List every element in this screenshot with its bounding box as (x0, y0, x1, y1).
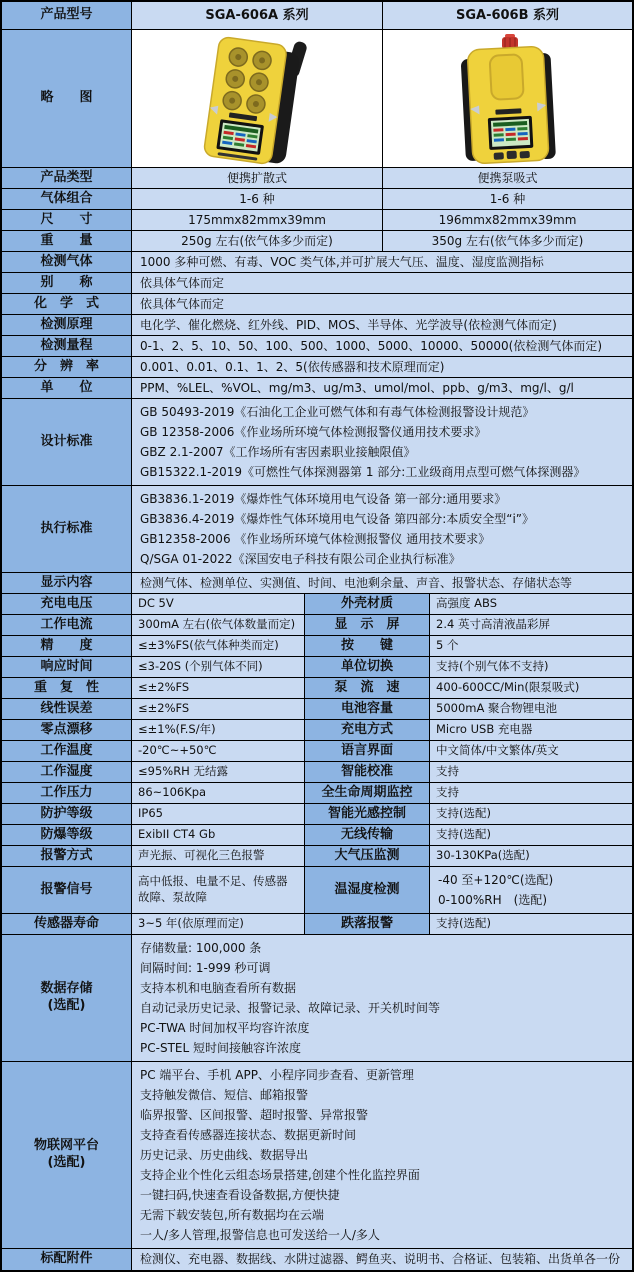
label: 别 称 (2, 273, 132, 293)
label-1: 工作温度 (2, 741, 132, 761)
value-1: 3~5 年(依原理而定) (132, 914, 305, 934)
label-2: 显 示 屏 (305, 615, 430, 635)
value: 0-1、2、5、10、50、100、500、1000、5000、10000、50000(依检测气体而定) (132, 336, 632, 356)
label: 执行标准 (2, 486, 132, 572)
value-1: -20℃~+50℃ (132, 741, 305, 761)
label (2, 1062, 132, 1248)
standard-line: GB12358-2006 《作业场所环境气体检测报警仪 通用技术要求》 (140, 532, 491, 546)
feature-line: 历史记录、历史曲线、数据导出 (140, 1148, 309, 1162)
value-b: 350g 左右(依气体多少而定) (383, 231, 632, 251)
label-1: 报警方式 (2, 846, 132, 866)
value-1: DC 5V (132, 594, 305, 614)
label-2: 单位切换 (305, 657, 430, 677)
label-2: 智能校准 (305, 762, 430, 782)
row-alarm-mode-barometric (2, 846, 632, 867)
row-repeatability-pump-flow (2, 678, 632, 699)
label-2: 电池容量 (305, 699, 430, 719)
value-1: 86~106Kpa (132, 783, 305, 803)
model-a: SGA-606A 系列 (132, 2, 383, 29)
label-2: 全生命周期监控 (305, 783, 430, 803)
feature-line: PC 端平台、手机 APP、小程序同步查看、更新管理 (140, 1068, 414, 1082)
feature-line: PC-TWA 时间加权平均容许浓度 (140, 1021, 310, 1035)
row-dimensions (2, 210, 632, 231)
row-charging-voltage-housing (2, 594, 632, 615)
row-design-standards (2, 399, 632, 486)
feature-line: 存储数量: 100,000 条 (140, 941, 262, 955)
label-2: 大气压监测 (305, 846, 430, 866)
label-2: 语言界面 (305, 741, 430, 761)
row-pressure-lifecycle (2, 783, 632, 804)
label: 检测量程 (2, 336, 132, 356)
label (2, 935, 132, 1061)
row-gas-combination (2, 189, 632, 210)
label: 检测原理 (2, 315, 132, 335)
label: 重 量 (2, 231, 132, 251)
value-a: 1-6 种 (132, 189, 383, 209)
row-protection-light-sensing (2, 804, 632, 825)
feature-line: 支持触发微信、短信、邮箱报警 (140, 1088, 309, 1102)
value-b: 1-6 种 (383, 189, 632, 209)
label-1: 充电电压 (2, 594, 132, 614)
label: 单 位 (2, 378, 132, 398)
row-standard-accessories (2, 1249, 632, 1270)
label-1: 防爆等级 (2, 825, 132, 845)
value: 依具体气体而定 (132, 294, 632, 314)
value-a: 175mmx82mmx39mm (132, 210, 383, 230)
label-1: 线性误差 (2, 699, 132, 719)
value-2: 支持 (430, 783, 632, 803)
label-2: 充电方式 (305, 720, 430, 740)
standard-line: GB3836.4-2019《爆炸性气体环境用电气设备 第四部分:本质安全型“i”》 (140, 512, 535, 526)
feature-line: 支持本机和电脑查看所有数据 (140, 981, 297, 995)
value-1: 高中低报、电量不足、传感器故障、泵故障 (132, 867, 305, 913)
label: 显示内容 (2, 573, 132, 593)
standard-line: GB 12358-2006《作业场所环境气体检测报警仪通用技术要求》 (140, 425, 487, 439)
row-data-storage (2, 935, 632, 1062)
label-1: 重 复 性 (2, 678, 132, 698)
label-text: 物联网平台 (33, 1138, 99, 1154)
value-1: 300mA 左右(依气体数量而定) (132, 615, 305, 635)
feature-line: 支持查看传感器连接状态、数据更新时间 (140, 1128, 357, 1142)
feature-line: PC-STEL 短时间接触容许浓度 (140, 1041, 301, 1055)
value-2: 5 个 (430, 636, 632, 656)
label: 产品类型 (2, 168, 132, 188)
label-1: 精 度 (2, 636, 132, 656)
row-product-type (2, 168, 632, 189)
value-2: 高强度 ABS (430, 594, 632, 614)
label: 化 学 式 (2, 294, 132, 314)
label-2: 温湿度检测 (305, 867, 430, 913)
value-2 (430, 867, 632, 913)
row-chemical-formula (2, 294, 632, 315)
pump-chamber (489, 54, 523, 100)
label-sub: (选配) (47, 1155, 86, 1170)
value-2: 支持(选配) (430, 914, 632, 934)
label: 尺 寸 (2, 210, 132, 230)
standard-line: GB 50493-2019《石油化工企业可燃气体和有毒气体检测报警设计规范》 (140, 405, 535, 419)
gas-detector-diffusion-illustration (139, 33, 375, 165)
value: 检测气体、检测单位、实测值、时间、电池剩余量、声音、报警状态、存储状态等 (132, 573, 632, 593)
label-1: 工作压力 (2, 783, 132, 803)
value (132, 935, 632, 1061)
row-sensor-lifespan-drop-alarm (2, 914, 632, 935)
label-2: 智能光感控制 (305, 804, 430, 824)
value-1: ≤3-20S (个别气体不同) (132, 657, 305, 677)
value-2: 30-130KPa(选配) (430, 846, 632, 866)
value: PPM、%LEL、%VOL、mg/m3、ug/m3、umol/mol、ppb、g/m3、mg/l、g/l (132, 378, 632, 398)
row-iot-platform (2, 1062, 632, 1249)
value (132, 1062, 632, 1248)
value-1: ≤±2%FS (132, 678, 305, 698)
label-2: 无线传输 (305, 825, 430, 845)
value-2: 支持 (430, 762, 632, 782)
value-a: 便携扩散式 (132, 168, 383, 188)
row-humidity-calibration (2, 762, 632, 783)
label: 略 图 (2, 30, 132, 167)
feature-line: 无需下载安装包,所有数据均在云端 (140, 1208, 324, 1222)
label-1: 工作电流 (2, 615, 132, 635)
label-sub: (选配) (47, 998, 86, 1013)
row-detection-principle (2, 315, 632, 336)
feature-line: 临界报警、区间报警、超时报警、异常报警 (140, 1108, 369, 1122)
value-a: 250g 左右(依气体多少而定) (132, 231, 383, 251)
label: 产品型号 (2, 2, 132, 29)
value-1: ExibII CT4 Gb (132, 825, 305, 845)
label-1: 报警信号 (2, 867, 132, 913)
product-image-sga606b (383, 30, 632, 167)
row-linearity-battery (2, 699, 632, 720)
value-2: 支持(选配) (430, 825, 632, 845)
gas-detector-pump-illustration (408, 33, 608, 165)
value (132, 486, 632, 572)
value-line: 0-100%RH (选配) (438, 893, 547, 907)
value-2: 支持(选配) (430, 804, 632, 824)
value-b: 便携泵吸式 (383, 168, 632, 188)
row-detected-gases (2, 252, 632, 273)
value: 电化学、催化燃烧、红外线、PID、MOS、半导体、光学波导(依检测气体而定) (132, 315, 632, 335)
label: 设计标准 (2, 399, 132, 485)
pump-inlet-cap-icon (502, 34, 518, 49)
standard-line: GB15322.1-2019《可燃性气体探测器第 1 部分:工业级商用点型可燃气体探测器》 (140, 465, 586, 479)
row-explosion-proof-wireless (2, 825, 632, 846)
value-1: ≤95%RH 无结露 (132, 762, 305, 782)
feature-line: 自动记录历史记录、报警记录、故障记录、开关机时间等 (140, 1001, 441, 1015)
value-1: 声光振、可视化三色报警 (132, 846, 305, 866)
standard-line: GBZ 2.1-2007《工作场所有害因素职业接触限值》 (140, 445, 416, 459)
value-1: ≤±2%FS (132, 699, 305, 719)
product-image-sga606a (132, 30, 383, 167)
value-1: ≤±1%(F.S/年) (132, 720, 305, 740)
value (132, 399, 632, 485)
label: 气体组合 (2, 189, 132, 209)
label-1: 防护等级 (2, 804, 132, 824)
standard-line: GB3836.1-2019《爆炸性气体环境用电气设备 第一部分:通用要求》 (140, 492, 507, 506)
row-zero-drift-charging (2, 720, 632, 741)
value-1: ≤±3%FS(依气体种类而定) (132, 636, 305, 656)
row-units (2, 378, 632, 399)
label-text: 数据存储 (40, 981, 93, 997)
row-detection-range (2, 336, 632, 357)
label: 分 辨 率 (2, 357, 132, 377)
feature-line: 间隔时间: 1-999 秒可调 (140, 961, 271, 975)
value-line: -40 至+120℃(选配) (438, 873, 554, 887)
value-1: IP65 (132, 804, 305, 824)
row-alias (2, 273, 632, 294)
value-2: 5000mA 聚合物锂电池 (430, 699, 632, 719)
value-2: 2.4 英寸高清液晶彩屏 (430, 615, 632, 635)
value-2: 中文简体/中文繁体/英文 (430, 741, 632, 761)
label-2: 跌落报警 (305, 914, 430, 934)
row-temperature-language (2, 741, 632, 762)
model-b: SGA-606B 系列 (383, 2, 632, 29)
value: 1000 多种可燃、有毒、VOC 类气体,并可扩展大气压、温度、湿度监测指标 (132, 252, 632, 272)
value-2: 支持(个别气体不支持) (430, 657, 632, 677)
feature-line: 一键扫码,快速查看设备数据,方便快捷 (140, 1188, 340, 1202)
value-2: Micro USB 充电器 (430, 720, 632, 740)
row-sketch (2, 30, 632, 168)
label-2: 外壳材质 (305, 594, 430, 614)
value: 依具体气体而定 (132, 273, 632, 293)
label: 检测气体 (2, 252, 132, 272)
label-2: 泵 流 速 (305, 678, 430, 698)
value: 检测仪、充电器、数据线、水阱过滤器、鳄鱼夹、说明书、合格证、包装箱、出货单各一份 (132, 1249, 632, 1270)
row-display-content (2, 573, 632, 594)
standard-line: Q/SGA 01-2022《深国安电子科技有限公司企业执行标准》 (140, 552, 461, 566)
feature-line: 一人/多人管理,报警信息也可发送给一人/多人 (140, 1228, 380, 1242)
row-alarm-signals-temp-humidity (2, 867, 632, 914)
row-execution-standards (2, 486, 632, 573)
row-product-model (2, 2, 632, 30)
label-1: 零点漂移 (2, 720, 132, 740)
value: 0.001、0.01、0.1、1、2、5(依传感器和技术原理而定) (132, 357, 632, 377)
label-1: 传感器寿命 (2, 914, 132, 934)
row-resolution (2, 357, 632, 378)
value-2: 400-600CC/Min(限泵吸式) (430, 678, 632, 698)
row-weight (2, 231, 632, 252)
label-1: 工作湿度 (2, 762, 132, 782)
row-response-time-unit-switching (2, 657, 632, 678)
label-1: 响应时间 (2, 657, 132, 677)
feature-line: 支持企业个性化云组态场景搭建,创建个性化监控界面 (140, 1168, 420, 1182)
row-working-current-display (2, 615, 632, 636)
value-b: 196mmx82mmx39mm (383, 210, 632, 230)
label: 标配附件 (2, 1249, 132, 1270)
row-accuracy-buttons (2, 636, 632, 657)
label-2: 按 键 (305, 636, 430, 656)
